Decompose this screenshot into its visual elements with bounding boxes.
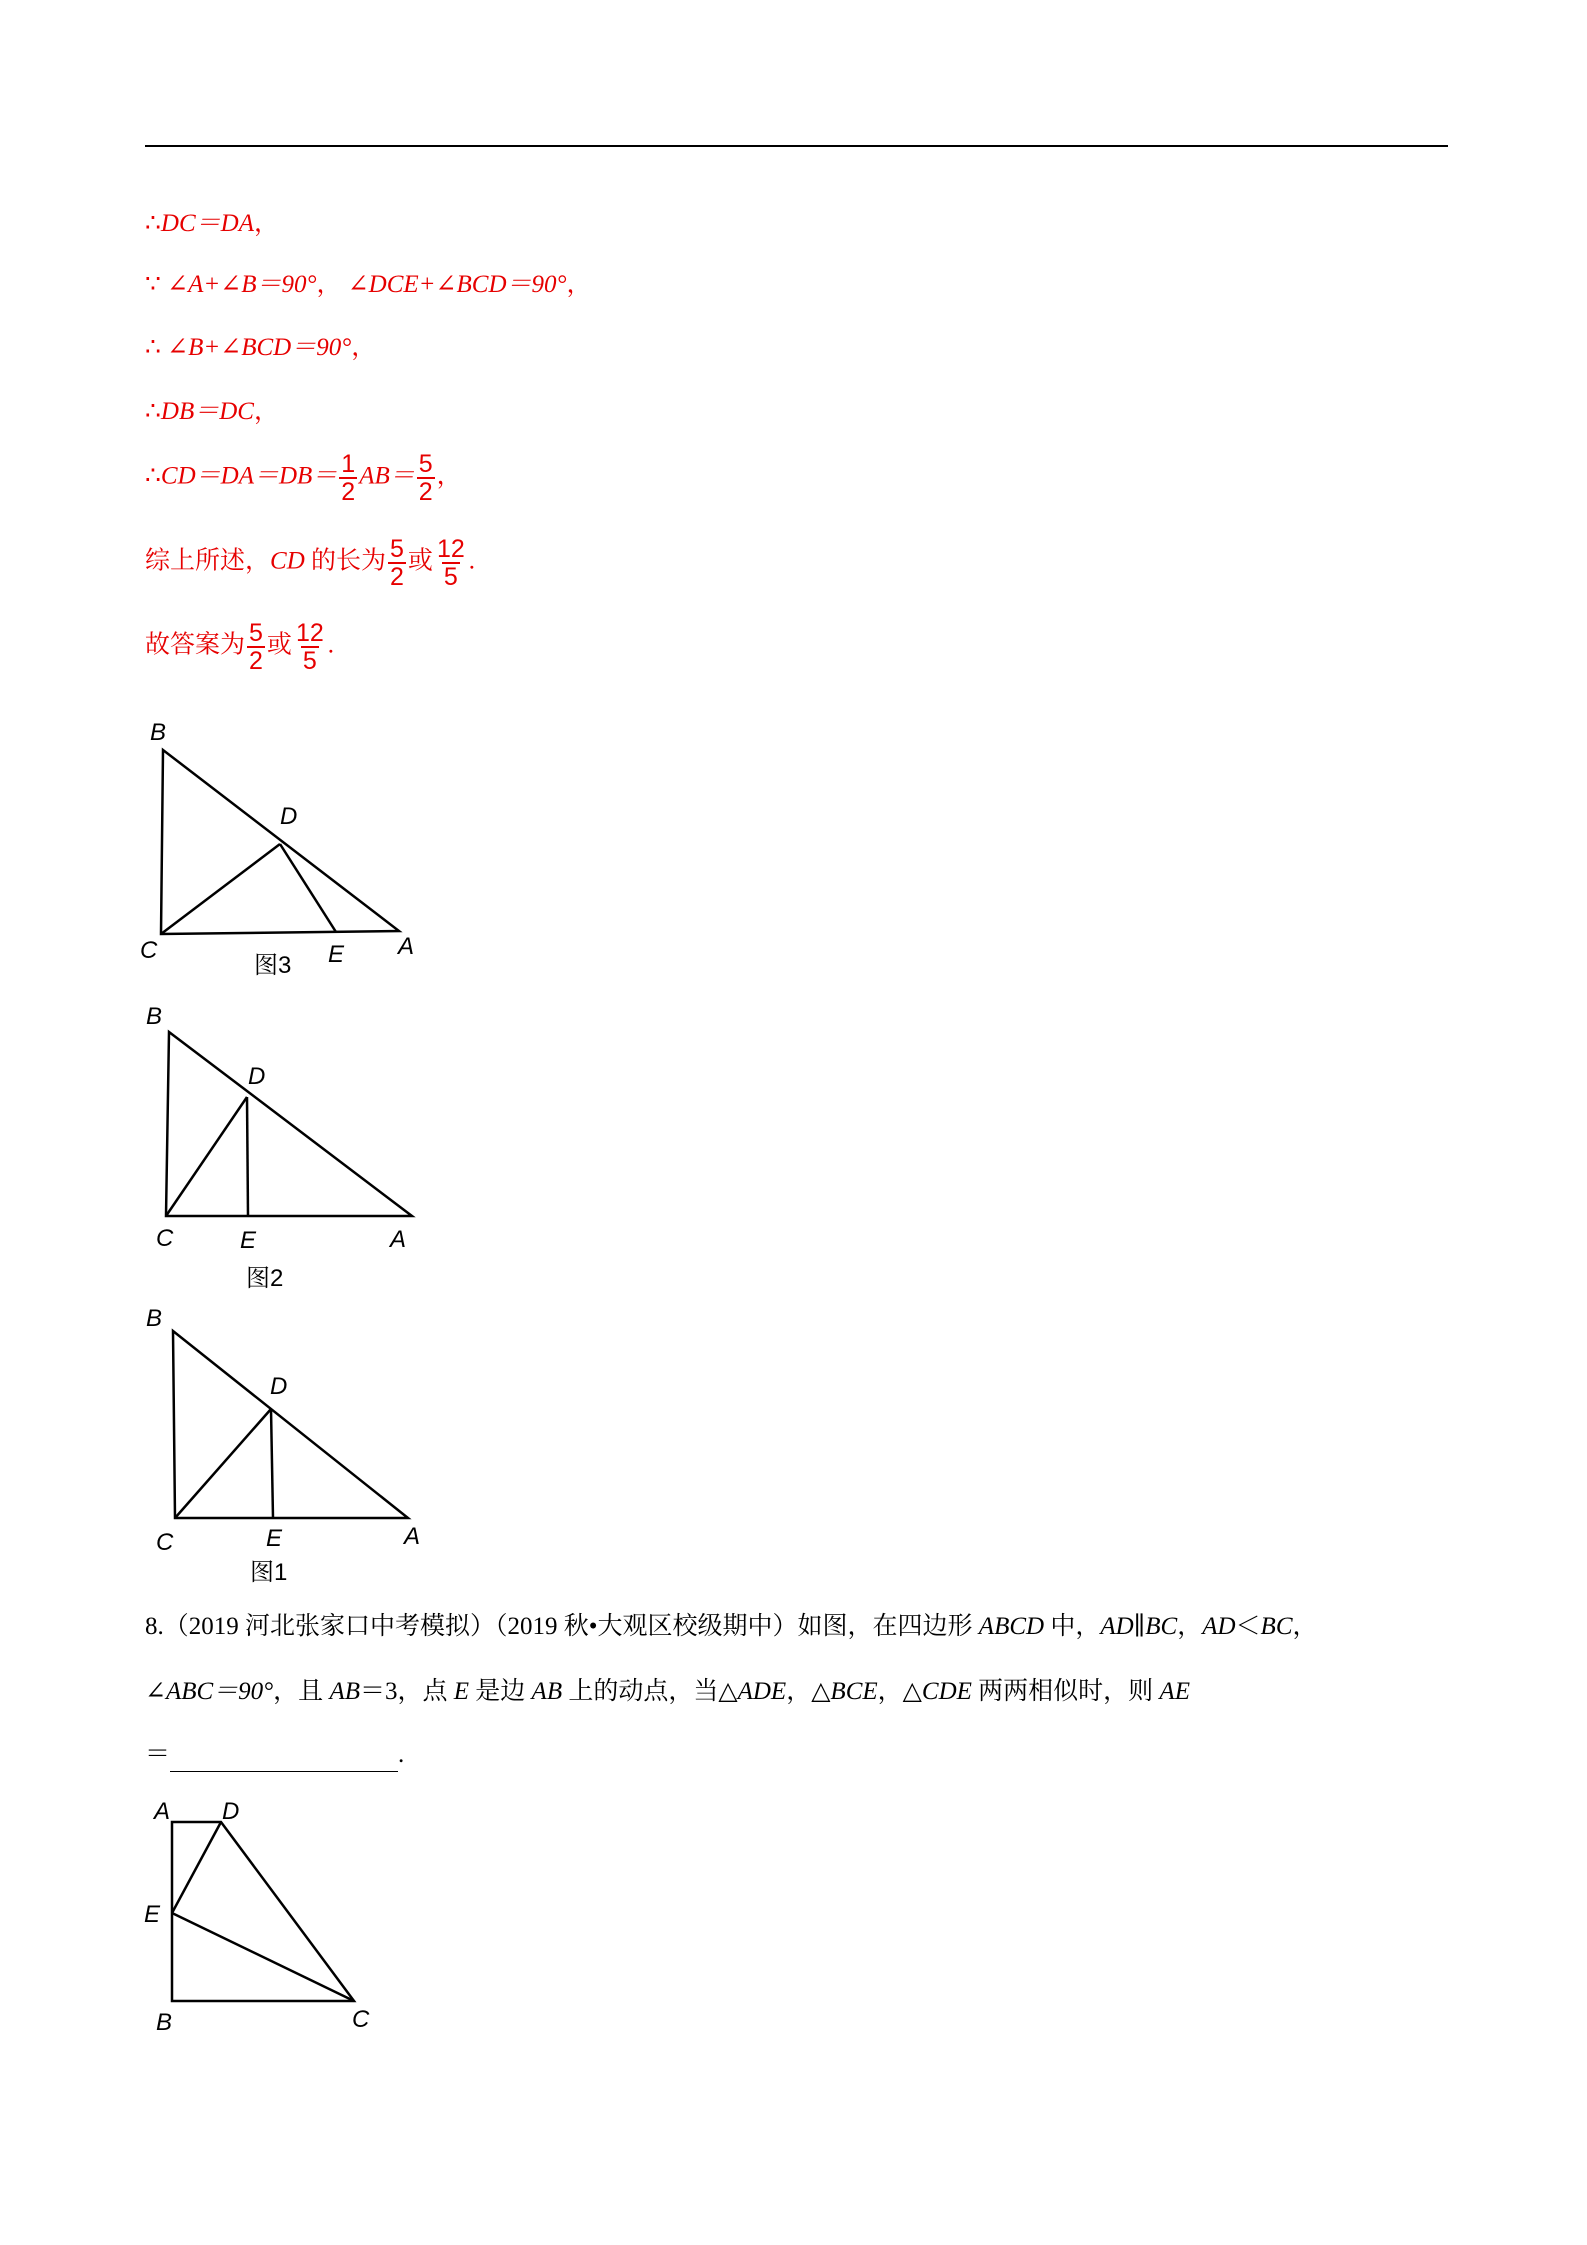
therefore-symbol: ∴ — [145, 210, 161, 237]
question-number: 8. — [145, 1613, 164, 1640]
label-b: B — [146, 1305, 163, 1332]
segment-de — [271, 1409, 273, 1518]
math-var: AB — [531, 1678, 563, 1705]
denominator: 2 — [341, 478, 356, 506]
fraction — [247, 620, 265, 674]
fraction — [417, 451, 435, 505]
punctuation: . — [398, 1741, 405, 1768]
label-b: B — [156, 2009, 173, 2036]
question-source: （2019 河北张家口中考模拟） — [163, 1613, 496, 1640]
figure-caption: 图2 — [246, 1265, 284, 1292]
equation: DB＝DC — [160, 398, 254, 425]
math-var: BC — [1260, 1613, 1293, 1640]
equation-b: ∠DCE+∠BCD＝90° — [347, 271, 567, 298]
denominator: 2 — [418, 478, 433, 506]
segment-cd — [166, 1097, 247, 1216]
label-b: B — [146, 1003, 163, 1030]
equals-sign: ＝ — [145, 1741, 171, 1768]
label-d: D — [270, 1373, 288, 1400]
label-c: C — [352, 2006, 370, 2033]
punctuation: ， — [253, 398, 279, 425]
solution-line-4 — [145, 395, 279, 429]
denominator: 2 — [390, 563, 404, 591]
math-var: ABCD — [978, 1613, 1045, 1640]
fraction — [294, 620, 326, 674]
punctuation: ， — [351, 334, 377, 361]
equation-a: ∠A+∠B＝90° — [167, 271, 317, 298]
summary-mid: 的长为 — [311, 547, 387, 575]
punctuation: . — [327, 631, 334, 659]
label-e: E — [144, 1901, 161, 1928]
label-c: C — [156, 1225, 174, 1252]
triangle-name: △BCE — [811, 1678, 878, 1705]
variable: CD — [270, 547, 305, 575]
question-8-figure — [140, 1785, 400, 2045]
therefore-symbol: ∴ — [145, 334, 161, 361]
solution-line-6 — [145, 536, 475, 590]
segment-ec — [172, 1913, 354, 2001]
or-word: 或 — [266, 631, 292, 659]
punctuation: ， — [1292, 1613, 1318, 1640]
punctuation: ， — [786, 1678, 812, 1705]
numerator: 5 — [418, 450, 433, 478]
question-text: 中， — [1044, 1613, 1101, 1640]
triangle-name: △CDE — [902, 1678, 972, 1705]
question-text: ＝3，点 — [359, 1678, 454, 1705]
label-c: C — [140, 937, 158, 964]
therefore-symbol: ∴ — [145, 462, 161, 490]
label-e: E — [328, 941, 345, 968]
numerator: 5 — [249, 619, 263, 647]
segment-de — [247, 1097, 248, 1216]
math-var: AD — [1202, 1613, 1236, 1640]
answer-blank[interactable] — [170, 1745, 398, 1772]
label-c: C — [156, 1529, 174, 1556]
numerator: 5 — [390, 535, 404, 563]
question-text: 上的动点，当 — [562, 1678, 719, 1705]
question-text: 是边 — [469, 1678, 532, 1705]
numerator: 12 — [436, 535, 465, 563]
label-a: A — [398, 933, 415, 960]
punctuation: ， — [566, 271, 592, 298]
numerator: 1 — [341, 450, 356, 478]
quadrilateral-abcd — [172, 1822, 354, 2001]
equation: ∠B+∠BCD＝90° — [167, 334, 352, 361]
label-b: B — [150, 719, 167, 746]
punctuation: ， — [316, 271, 342, 298]
math-var: E — [453, 1678, 470, 1705]
label-a: A — [404, 1523, 421, 1550]
math-var: BC — [1145, 1613, 1178, 1640]
figure-2 — [140, 998, 440, 1298]
equation: DC＝DA — [160, 210, 254, 237]
label-e: E — [266, 1525, 283, 1552]
question-source: （2019 秋•大观区校级期中） — [495, 1613, 798, 1640]
solution-line-1 — [145, 207, 279, 241]
fraction — [435, 536, 467, 590]
denominator: 5 — [302, 647, 317, 675]
label-d: D — [222, 1798, 240, 1825]
triangle-outline — [173, 1331, 408, 1518]
or-word: 或 — [407, 547, 433, 575]
label-a: A — [390, 1226, 407, 1253]
equation-mid: AB＝ — [359, 462, 415, 490]
header-rule — [145, 145, 1448, 147]
triangle-name: △ADE — [718, 1678, 787, 1705]
punctuation: ， — [436, 462, 462, 490]
segment-de — [280, 844, 336, 932]
segment-ed — [172, 1822, 221, 1913]
fraction — [388, 536, 406, 590]
numerator: 12 — [295, 619, 324, 647]
figure-caption: 图3 — [254, 952, 292, 979]
triangle-outline — [166, 1032, 412, 1216]
summary-prefix: 综上所述， — [145, 547, 271, 575]
figure-caption: 图1 — [250, 1559, 288, 1586]
punctuation: ， — [253, 210, 279, 237]
denominator: 2 — [249, 647, 263, 675]
solution-line-3 — [145, 331, 376, 365]
label-d: D — [248, 1063, 266, 1090]
question-8-line-3 — [145, 1738, 404, 1772]
segment-cd — [175, 1409, 271, 1518]
question-text: ，且 — [273, 1678, 330, 1705]
question-text: 如图，在四边形 — [797, 1613, 979, 1640]
question-8-line-1 — [145, 1610, 1318, 1644]
because-symbol: ∵ — [145, 271, 161, 298]
punctuation: ， — [1177, 1613, 1203, 1640]
parallel-symbol: ∥ — [1133, 1613, 1146, 1640]
label-d: D — [280, 803, 298, 830]
question-8-line-2 — [145, 1675, 1190, 1709]
figure-1 — [140, 1298, 440, 1598]
less-than-symbol: ＜ — [1235, 1613, 1261, 1640]
answer-prefix: 故答案为 — [145, 631, 246, 659]
punctuation: . — [468, 547, 475, 575]
fraction — [339, 451, 357, 505]
equation: CD＝DA＝DB＝ — [160, 462, 338, 490]
figure-3 — [140, 710, 440, 980]
label-e: E — [240, 1227, 257, 1254]
math-var: AD — [1100, 1613, 1134, 1640]
math-var: AB — [329, 1678, 360, 1705]
punctuation: ， — [877, 1678, 903, 1705]
angle-expression: ∠ABC＝90° — [145, 1678, 274, 1705]
denominator: 5 — [443, 563, 458, 591]
solution-line-5 — [145, 451, 462, 505]
therefore-symbol: ∴ — [145, 398, 161, 425]
question-text: 两两相似时，则 — [971, 1678, 1160, 1705]
label-a: A — [154, 1798, 171, 1825]
segment-cd — [161, 844, 280, 934]
solution-line-2 — [145, 268, 592, 302]
solution-line-7 — [145, 620, 334, 674]
math-var: AE — [1159, 1678, 1190, 1705]
